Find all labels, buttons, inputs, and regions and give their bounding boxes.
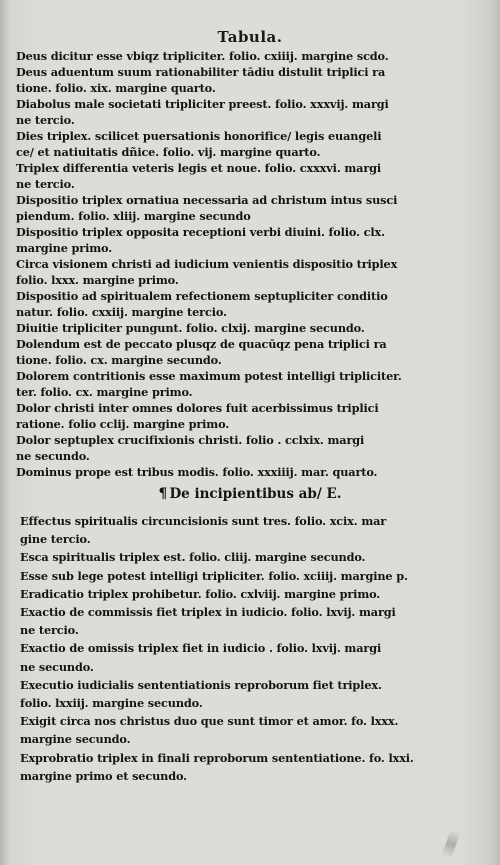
index-line: ce/ et natiuitatis dñice. folio. vij. margine quarto.: [16, 145, 321, 159]
index-line: Exprobratio triplex in finali reproborum sententiatione. fo. lxxi.: [20, 750, 414, 765]
pilcrow-icon: ¶: [158, 486, 168, 502]
index-line: Diuitie tripliciter pungunt. folio. clxij. margine secundo.: [16, 321, 365, 335]
index-line: Circa visionem christi ad iudicium venientis dispositio triplex: [16, 257, 398, 271]
index-line: Dolendum est de peccato plusqz de quacūqz pena triplici ra: [16, 337, 387, 351]
index-line: Dolorem contritionis esse maximum potest intelligi tripliciter.: [16, 369, 402, 383]
index-line: Eradicatio triplex prohibetur. folio. cxlviij. margine primo.: [20, 586, 381, 601]
index-line: Dolor christi inter omnes dolores fuit acerbissimus triplici: [16, 401, 379, 415]
index-line: Dies triplex. scilicet puersationis honorifice/ legis euangeli: [16, 129, 382, 143]
index-line: Deus aduentum suum rationabiliter tādiu distulit triplici ra: [16, 65, 386, 79]
index-line: tione. folio. xix. margine quarto.: [16, 81, 216, 95]
index-line: piendum. folio. xliij. margine secundo: [16, 209, 251, 223]
index-line: Triplex differentia veteris legis et noue. folio. cxxxvi. margi: [16, 161, 382, 175]
index-line: Esca spiritualis triplex est. folio. cliij. margine secundo.: [20, 550, 366, 565]
index-line: ne tercio.: [20, 623, 79, 638]
index-line: Effectus spiritualis circuncisionis sunt tres. folio. xcix. mar: [20, 514, 387, 528]
index-line: Dispositio triplex opposita receptioni verbi diuini. folio. clx.: [16, 225, 385, 239]
index-line: folio. lxxiij. margine secundo.: [20, 696, 203, 711]
index-line: folio. lxxx. margine primo.: [16, 273, 179, 287]
paper-stain: [442, 829, 461, 859]
index-line: ne tercio.: [16, 113, 75, 127]
section-heading-text: De incipientibus ab/ E.: [169, 486, 342, 502]
index-line: Diabolus male societati tripliciter preest. folio. xxxvij. margi: [16, 97, 389, 111]
index-section-e: [20, 512, 486, 785]
index-line: margine secundo.: [20, 732, 131, 747]
index-line: Exactio de commissis fiet triplex in iudicio. folio. lxvij. margi: [20, 605, 396, 620]
index-line: Executio iudicialis sententiationis reproborum fiet triplex.: [20, 677, 382, 692]
index-line: Esse sub lege potest intelligi tripliciter. folio. xciiij. margine p.: [20, 568, 408, 583]
index-line: Exactio de omissis triplex fiet in iudicio . folio. lxvij. margi: [20, 641, 382, 656]
index-line: Exigit circa nos christus duo que sunt timor et amor. fo. lxxx.: [20, 714, 399, 729]
index-line: ne secundo.: [20, 659, 94, 674]
index-line: ter. folio. cx. margine primo.: [16, 385, 193, 399]
index-line: margine primo.: [16, 241, 113, 255]
index-line: Deus dicitur esse vbiqz tripliciter. folio. cxiiij. margine scdo.: [16, 49, 389, 63]
index-line: tione. folio. cx. margine secundo.: [16, 353, 222, 367]
index-section-d: [16, 48, 486, 480]
index-line: natur. folio. cxxiij. margine tercio.: [16, 305, 227, 319]
index-line: ne tercio.: [16, 177, 75, 191]
index-line: ratione. folio cclij. margine primo.: [16, 417, 230, 431]
index-line: Dominus prope est tribus modis. folio. xxxiiij. mar. quarto.: [16, 465, 378, 479]
index-line: Dolor septuplex crucifixionis christi. folio . cclxix. margi: [16, 433, 365, 447]
index-line: Dispositio ad spiritualem refectionem septupliciter conditio: [16, 289, 388, 303]
index-line: margine primo et secundo.: [20, 768, 187, 783]
index-line: gine tercio.: [20, 532, 91, 547]
page-heading: Tabula.: [217, 28, 283, 46]
index-line: ne secundo.: [16, 449, 90, 463]
section-heading-e: [0, 486, 500, 502]
index-line: Dispositio triplex ornatiua necessaria ad christum intus susci: [16, 193, 398, 207]
